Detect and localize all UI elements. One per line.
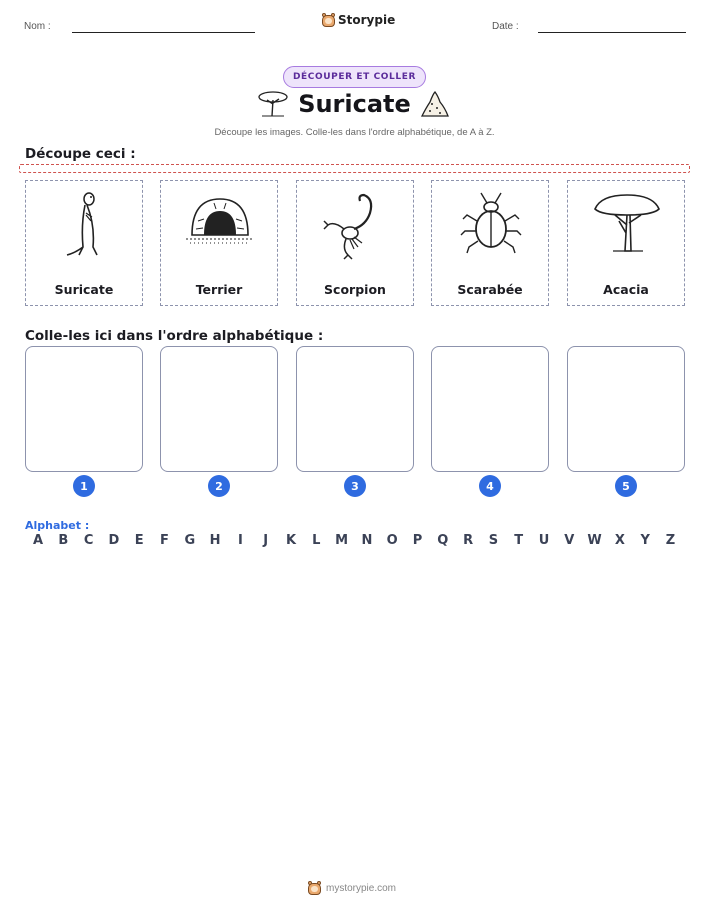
termite-mound-icon: [418, 88, 452, 120]
activity-tag: DÉCOUPER ET COLLER: [283, 66, 426, 88]
alphabet-letter: Q: [437, 533, 449, 548]
slot-number: 3: [344, 475, 366, 497]
footer: [308, 881, 396, 895]
alphabet-letter: X: [614, 533, 625, 548]
alphabet-letter: N: [361, 533, 373, 548]
paste-slot-4[interactable]: [431, 346, 549, 472]
alphabet-letter: C: [83, 533, 94, 548]
acacia-tree-icon: [587, 185, 667, 265]
name-line: [72, 32, 255, 33]
alphabet-letter: F: [160, 533, 169, 548]
instructions: Découpe les images. Colle-les dans l'ordre alphabétique, de A à Z.: [214, 127, 495, 138]
alphabet-letter: T: [514, 533, 524, 548]
alphabet-letter: B: [58, 533, 69, 548]
date-label: Date :: [492, 21, 519, 32]
alphabet-letter: O: [386, 533, 398, 548]
meerkat-icon: [45, 185, 125, 265]
cut-line: [19, 164, 690, 173]
card-label: Suricate: [54, 282, 114, 297]
alphabet-row: [25, 533, 685, 551]
brand-logo: [322, 13, 395, 27]
card-label: Acacia: [603, 282, 649, 297]
alphabet-letter: G: [184, 533, 196, 548]
alphabet-letter: M: [335, 533, 349, 548]
brand-name: Storypie: [338, 13, 396, 27]
storypie-mascot-icon: [308, 881, 321, 895]
cut-card-beetle[interactable]: [431, 180, 549, 306]
alphabet-letter: Y: [640, 533, 650, 548]
alphabet-letter: E: [134, 533, 144, 548]
card-label: Scarabée: [457, 282, 523, 297]
paste-slot-3[interactable]: [296, 346, 414, 472]
slot-number: 4: [479, 475, 501, 497]
alphabet-letter: V: [564, 533, 575, 548]
scorpion-icon: [316, 185, 396, 265]
alphabet-letter: U: [538, 533, 550, 548]
cut-card-scorpion[interactable]: [296, 180, 414, 306]
alphabet-letter: K: [285, 533, 297, 548]
paste-slot-5[interactable]: [567, 346, 685, 472]
card-label: Terrier: [195, 282, 243, 297]
alphabet-heading: Alphabet :: [25, 519, 90, 532]
alphabet-letter: H: [209, 533, 221, 548]
slot-number: 2: [208, 475, 230, 497]
alphabet-letter: L: [312, 533, 321, 548]
date-line: [538, 32, 686, 33]
name-label: Nom :: [24, 21, 51, 32]
slot-number: 5: [615, 475, 637, 497]
page-title: Suricate: [298, 90, 411, 118]
alphabet-letter: D: [108, 533, 120, 548]
burrow-icon: [180, 185, 260, 265]
paste-slot-1[interactable]: [25, 346, 143, 472]
alphabet-letter: S: [488, 533, 499, 548]
alphabet-letter: R: [463, 533, 474, 548]
cut-card-meerkat[interactable]: [25, 180, 143, 306]
card-label: Scorpion: [324, 282, 386, 297]
alphabet-letter: Z: [665, 533, 676, 548]
paste-slot-2[interactable]: [160, 346, 278, 472]
alphabet-letter: P: [412, 533, 423, 548]
alphabet-letter: W: [587, 533, 602, 548]
paste-heading: Colle-les ici dans l'ordre alphabétique :: [25, 328, 324, 344]
cut-card-acacia[interactable]: [567, 180, 685, 306]
cut-heading: Découpe ceci :: [25, 146, 136, 162]
cut-card-burrow[interactable]: [160, 180, 278, 306]
storypie-mascot-icon: [322, 13, 335, 27]
alphabet-letter: I: [237, 533, 243, 548]
beetle-icon: [451, 185, 531, 265]
alphabet-letter: J: [263, 533, 269, 548]
footer-url: mystorypie.com: [326, 882, 397, 894]
slot-number: 1: [73, 475, 95, 497]
alphabet-letter: A: [32, 533, 44, 548]
